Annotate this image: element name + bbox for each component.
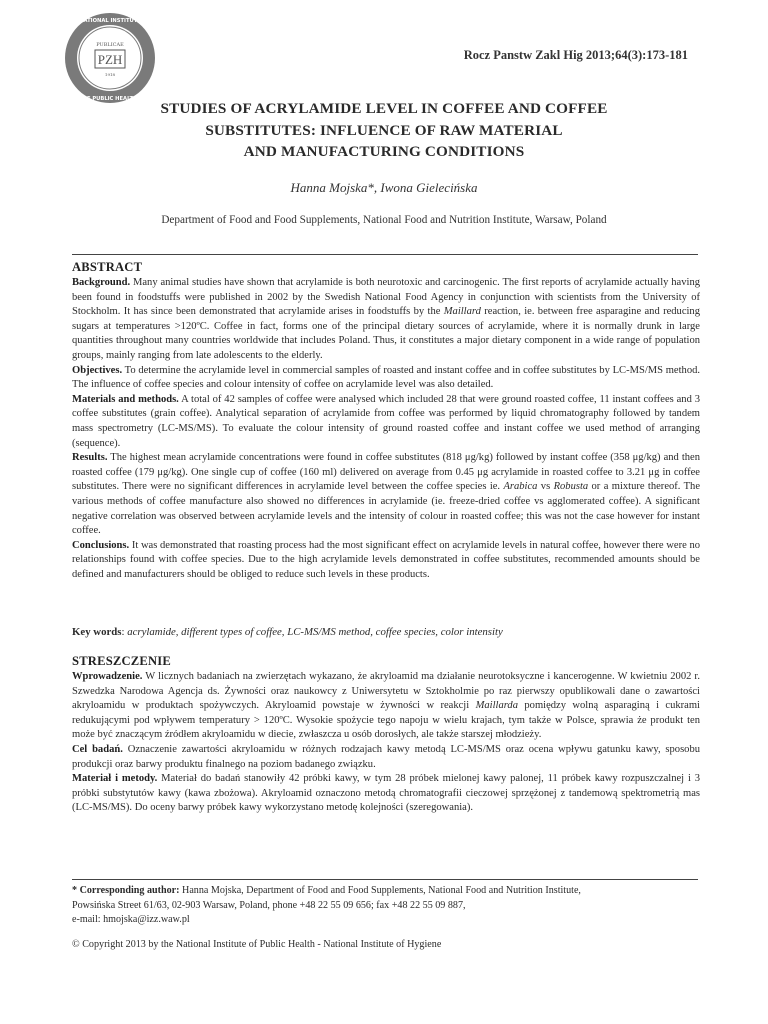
title-line: AND MANUFACTURING CONDITIONS — [243, 143, 525, 160]
svg-text:1918: 1918 — [104, 72, 116, 77]
title-line: STUDIES OF ACRYLAMIDE LEVEL IN COFFEE AND COFFEE — [160, 100, 608, 117]
results-label: Results. — [72, 452, 108, 464]
background-label: Background. — [72, 277, 131, 288]
svg-text:PZH: PZH — [97, 52, 123, 67]
authors: Hanna Mojska*, Iwona Gielecińska — [290, 180, 478, 195]
svg-text:OF PUBLIC HEALTH: OF PUBLIC HEALTH — [82, 96, 138, 102]
streszczenie-aim: Cel badań. Oznaczenie zawartości akryloamidu w różnych rodzajach kawy metodą LC-MS/MS oraz ocena wpływu gatunku kawy, sposobu produkcji oraz barwy produktu finalnego na poziom badanego związku. — [72, 743, 700, 770]
article-title — [72, 98, 696, 163]
abstract-methods: Materials and methods. A total of 42 samples of coffee were analysed which included 28 that were ground roasted coffee, 11 instant coffees and 3 coffee substitutes (grain coffee). Analytical separation of acrylamide from coffee was performed by liquid chromatography followed by tandem mass spectrometry (LC-MS/MS). To evaluate the colour intensity of ground roasted coffee and instant coffee we used method of arranging (sequence). — [72, 393, 700, 449]
title-line: SUBSTITUTES: INFLUENCE OF RAW MATERIAL — [205, 121, 563, 139]
methods-label-pl: Materiał i metody. — [72, 773, 158, 785]
svg-text:PUBLICAE: PUBLICAE — [96, 42, 124, 48]
methods-label: Materials and methods. — [72, 393, 179, 405]
corresponding-author-footnote: * Corresponding author: Hanna Mojska, Department of Food and Food Supplements, National Food and Nutrition Institute, Powsińska Street 61/63, 02-903 Warsaw, Poland, phone +48 22 55 09 656; fax +48 22 55 09 887, e-mail: hmojska@izz.waw.pl — [72, 884, 700, 928]
abstract-heading: ABSTRACT — [72, 260, 143, 274]
streszczenie-methods: Materiał i metody. Materiał do badań stanowiły 42 próbki kawy, w tym 28 próbek mielonej kawy palonej, 11 próbek kawy rozpuszczalnej i 3 próbki substytutów kawy (kawa zbożowa). Akryloamid oznaczono metodą chromatografii cieczowej sprzężonej z tandemową spektrometrią mas (LC-MS/MS). Do oceny barwy próbek kawy wykorzystano metodę kolejności (szeregowania). — [72, 773, 700, 814]
streszczenie-body — [72, 670, 700, 816]
abstract-objectives: Objectives. To determine the acrylamide level in commercial samples of roasted and instant coffee and in coffee substitutes by LC-MS/MS method. The influence of coffee species and colour intensity of coffee on acrylamide level was also detailed. — [72, 364, 700, 391]
abstract-conclusions: Conclusions. It was demonstrated that roasting process had the most significant effect on acrylamide levels in natural coffee, however there were no relationships found with coffee species. Due to the high acrylamide levels demonstrated in coffee substitutes, recommended amounts should be defined and manufacturers should be obliged to reduce such levels in these products. — [72, 539, 700, 580]
streszczenie-heading: STRESZCZENIE — [72, 654, 171, 668]
footnote-label: * Corresponding author: — [72, 885, 180, 896]
pzh-seal-icon — [64, 12, 156, 104]
svg-text:NATIONAL INSTITUTE: NATIONAL INSTITUTE — [79, 18, 141, 24]
journal-reference: Rocz Panstw Zakl Hig 2013;64(3):173-181 — [463, 48, 688, 62]
keywords-text: acrylamide, different types of coffee, LC-MS/MS method, coffee species, color intensity — [127, 626, 503, 638]
objectives-label: Objectives. — [72, 364, 123, 376]
footnote-divider — [72, 879, 698, 880]
streszczenie-intro: Wprowadzenie. W licznych badaniach na zwierzętach wykazano, że akryloamid ma działanie neurotoksyczne i kancerogenne. W kwietniu 2002 r. Szwedzka Narodowa Agencja ds. Żywności oraz naukowcy z Uniwersytetu w Sztokholmie po raz pierwszy opublikowali dane o zawartości akryloamidu w produktach spożywczych. Akryloamid powstaje w żywności w reakcji Maillarda pomiędzy wolną asparaginą i cukrami redukującymi pod wpływem temperatury > 120ºC. Wysokie spożycie tego napoju w wielu krajach, tym także w Polsce, sprawia że produkt ten może być znaczącym źródłem akryloamidu w diecie, zwłaszcza u osób dorosłych, ale także starszej młodzieży. — [72, 671, 700, 741]
author-email: e-mail: hmojska@izz.waw.pl — [72, 914, 190, 926]
abstract-results: Results. The highest mean acrylamide concentrations were found in coffee substitutes (818 μg/kg) followed by instant coffee (358 μg/kg) and then roasted coffee (179 μg/kg). One single cup of coffee (160 ml) delivered on average from 0.45 μg acrylamide in roasted coffee to 3.21 μg in coffee substitutes. There were no significant differences in acrylamide level between the coffee species ie. Arabica vs Robusta or a mixture thereof. The various methods of coffee manufacture also showed no differences in acrylamide (ie. freeze-dried coffee vs agglomerated coffee). A significant negative correlation was observed between acrylamide levels and the intensity of colour in roasted coffee; this was not the case however for instant coffee. — [72, 452, 701, 537]
journal-logo — [64, 12, 156, 104]
keywords-label: Key words — [72, 626, 122, 638]
copyright-notice: © Copyright 2013 by the National Institute of Public Health - National Institute of Hygiene — [72, 939, 442, 950]
abstract-body — [72, 276, 700, 582]
divider — [72, 254, 698, 255]
conclusions-label: Conclusions. — [72, 539, 130, 551]
affiliation: Department of Food and Food Supplements, National Food and Nutrition Institute, Warsaw, Poland — [161, 214, 607, 226]
intro-label: Wprowadzenie. — [72, 671, 143, 682]
keywords: Key words: acrylamide, different types of coffee, LC-MS/MS method, coffee species, color intensity — [72, 626, 503, 638]
abstract-background: Background. Many animal studies have shown that acrylamide is both neurotoxic and carcinogenic. The first reports of acrylamide actually having been found in foodstuffs were published in 2002 by the Swedish National Food Agency in conjunction with scientists from the University of Stockholm. It has since been demonstrated that acrylamide arises in foodstuffs by the Maillard reaction, ie. between free asparagine and reducing sugars at temperatures >120ºC. Coffee in fact, forms one of the principal dietary sources of acrylamide, where it is normally drunk in large quantities throughout many countries worldwide that includes Poland. Thus, it constitutes a major dietary component in a wide range of population groups, mainly ranging from late adolescents to the elderly. — [72, 277, 700, 361]
aim-label: Cel badań. — [72, 743, 123, 755]
